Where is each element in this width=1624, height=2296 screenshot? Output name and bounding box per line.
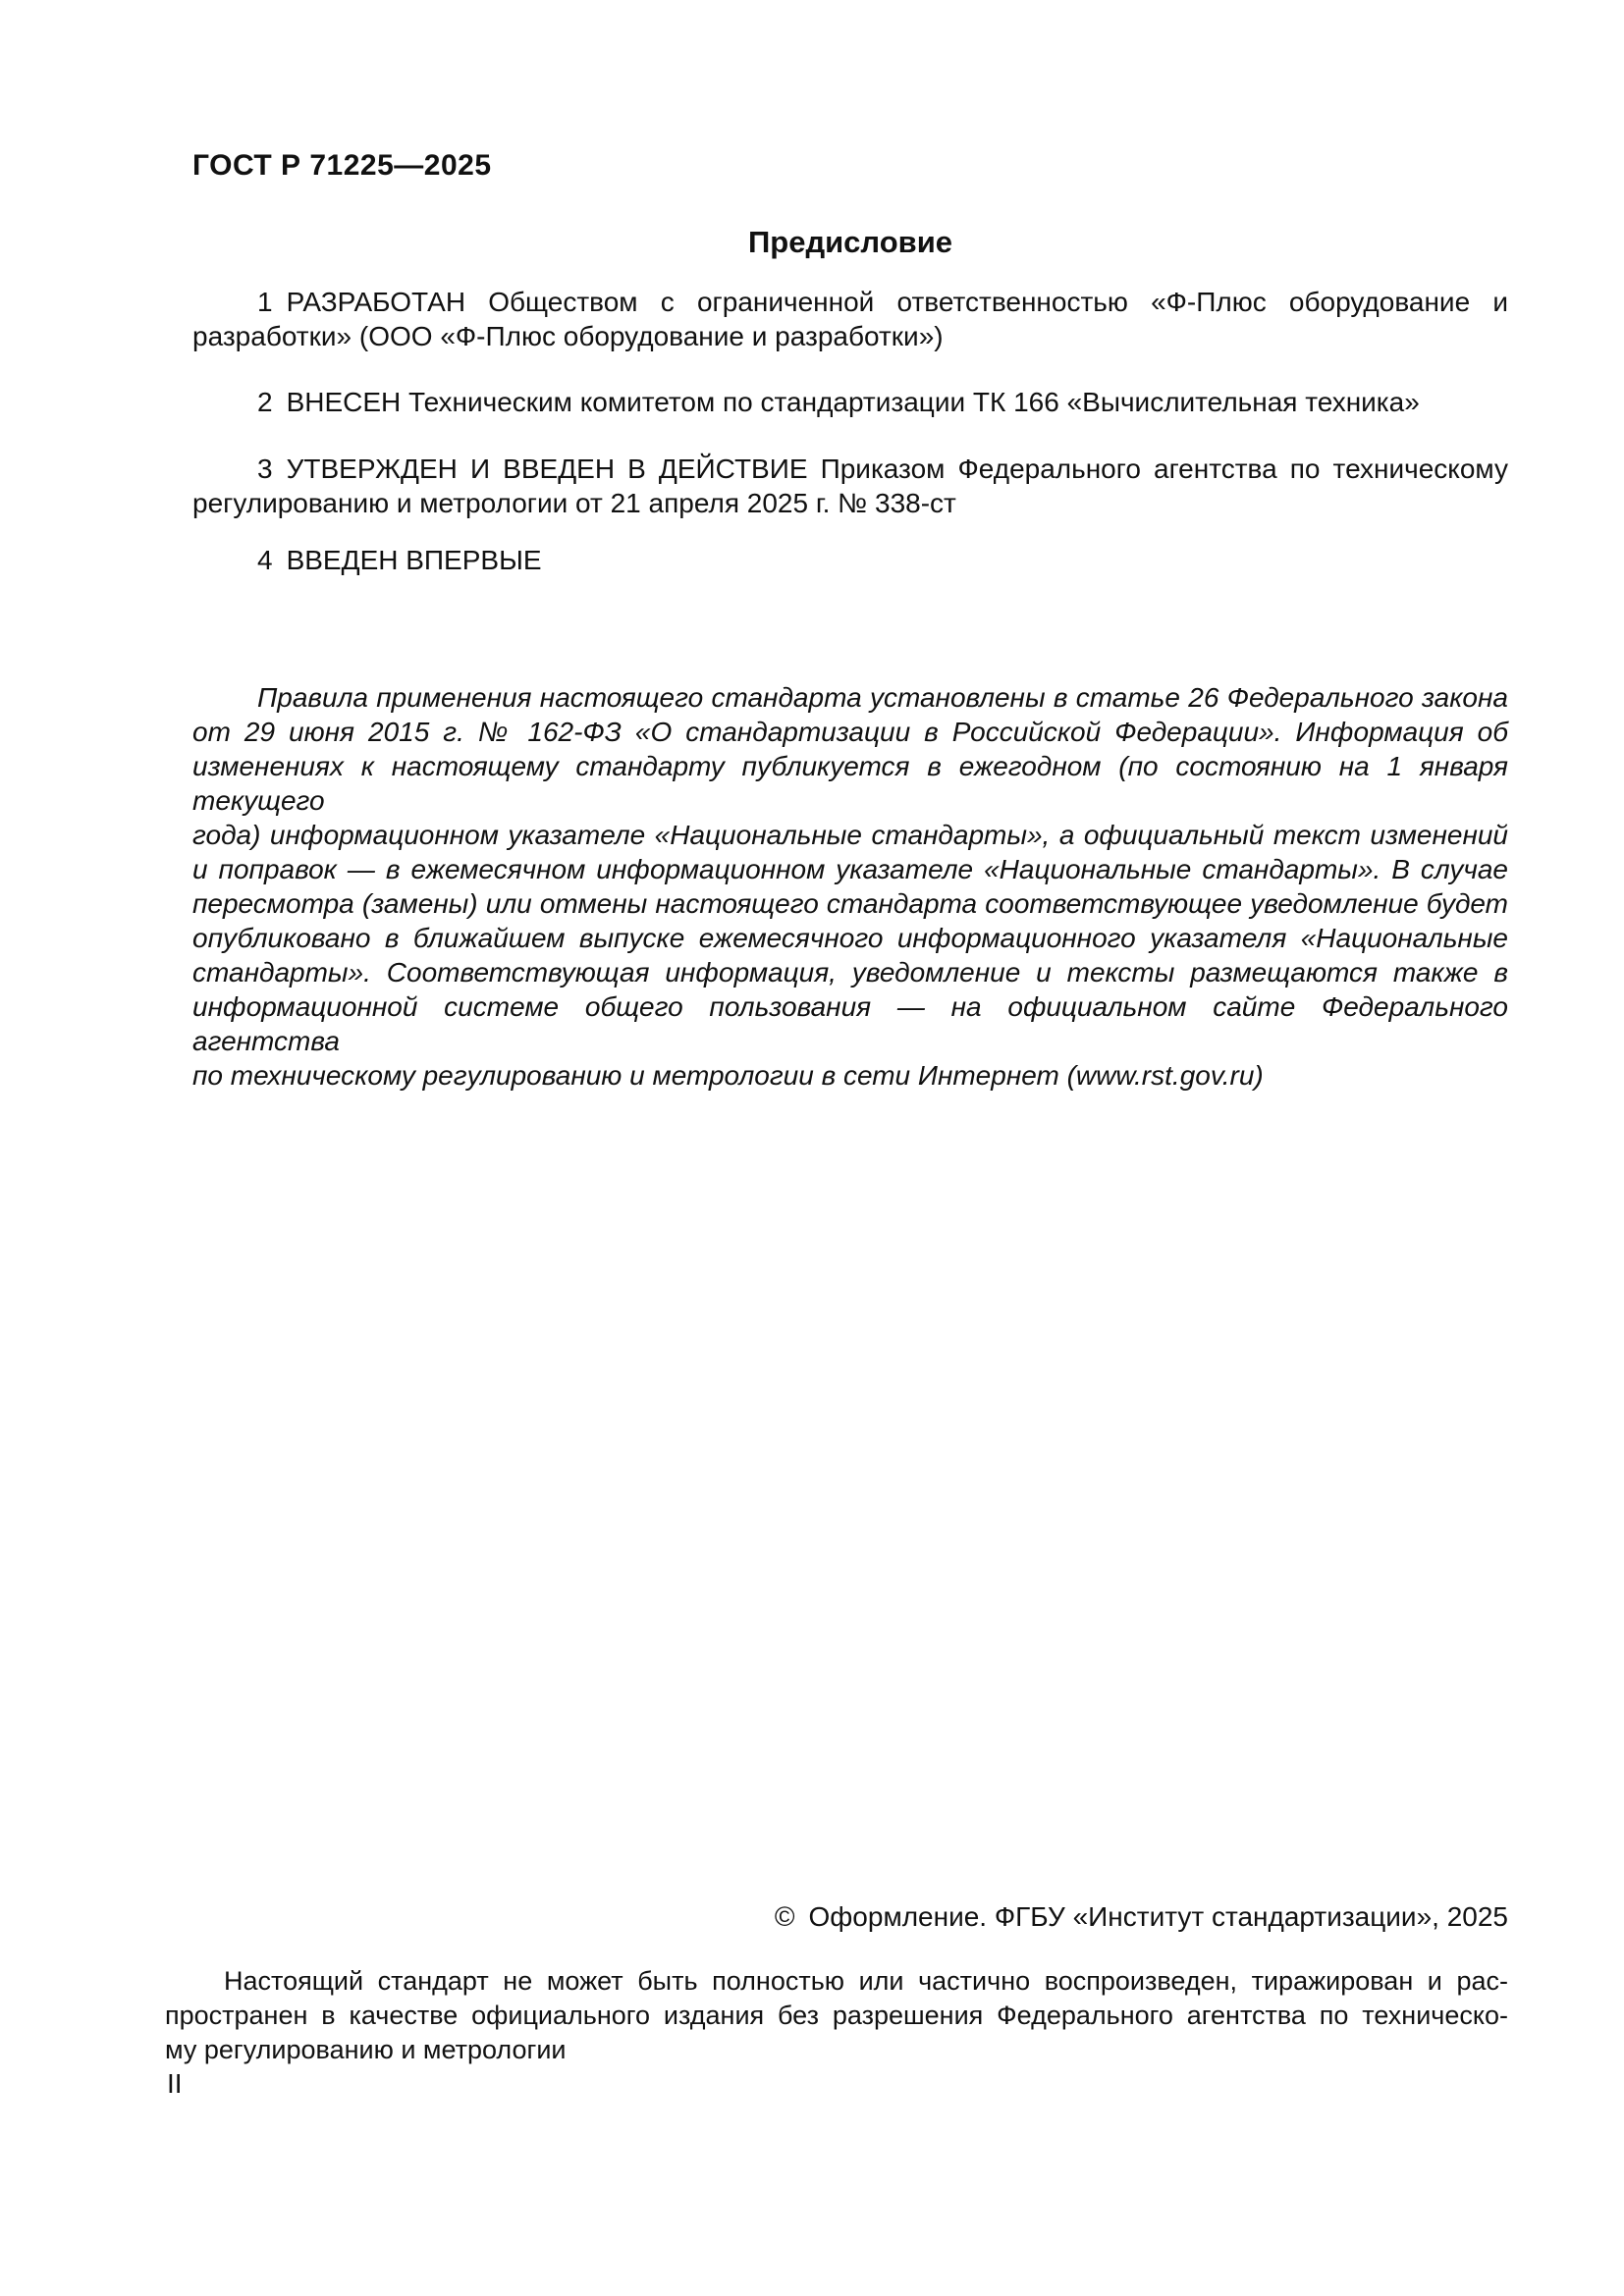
text-line: 1 РАЗРАБОТАН Обществом с ограниченной ответственностью «Ф-Плюс оборудование и	[257, 287, 1508, 317]
text-line: по техническому регулированию и метрологии в сети Интернет (www.rst.gov.ru)	[192, 1060, 1264, 1091]
text-line: от 29 июня 2015 г. № 162-ФЗ «О стандартизации в Российской Федерации». Информация об	[192, 717, 1508, 747]
doc-code: ГОСТ Р 71225—2025	[192, 149, 492, 182]
text-line: информационной системе общего пользования — на официальном сайте Федерального агентства	[192, 991, 1508, 1056]
clause-developed	[192, 285, 1508, 353]
text-line: 2 ВНЕСЕН Техническим комитетом по стандартизации ТК 166 «Вычислительная техника»	[257, 387, 1420, 417]
text-line: и поправок — в ежемесячном информационном указателе «Национальные стандарты». В случае	[192, 854, 1508, 884]
text-line: пересмотра (замены) или отмены настоящего стандарта соответствующее уведомление будет	[192, 888, 1508, 919]
text-line: 3 УТВЕРЖДЕН И ВВЕДЕН В ДЕЙСТВИЕ Приказом Федерального агентства по техническому	[257, 454, 1508, 484]
text-line: Правила применения настоящего стандарта установлены в статье 26 Федерального закона	[257, 682, 1508, 713]
text-line: года) информационном указателе «Национальные стандарты», а официальный текст изменений	[192, 820, 1508, 850]
text-line: опубликовано в ближайшем выпуске ежемесячного информационного указателя «Национальные	[192, 923, 1508, 953]
clause-approved	[192, 452, 1508, 520]
text-line: му регулированию и метрологии	[165, 2035, 567, 2064]
reproduction-notice	[165, 1964, 1508, 2067]
text-line: стандарты». Соответствующая информация, уведомление и тексты размещаются также в	[192, 957, 1508, 988]
text-line: регулированию и метрологии от 21 апреля 2025 г. № 338-ст	[192, 488, 956, 518]
text-line: Настоящий стандарт не может быть полностью или частично воспроизведен, тиражирован и рас-	[224, 1966, 1508, 1996]
clause-submitted	[192, 385, 1508, 419]
text-line: пространен в качестве официального издания без разрешения Федерального агентства по техническо-	[165, 2001, 1508, 2030]
foreword-title: Предисловие	[747, 225, 952, 259]
page-number: II	[167, 2068, 183, 2099]
copyright-line: © Оформление. ФГБУ «Институт стандартизации», 2025	[774, 1901, 1508, 1932]
legal-application-notice	[192, 680, 1508, 1093]
text-line: 4 ВВЕДЕН ВПЕРВЫЕ	[257, 545, 542, 575]
text-line: разработки» (ООО «Ф-Плюс оборудование и разработки»)	[192, 321, 944, 351]
text-line: изменениях к настоящему стандарту публикуется в ежегодном (по состоянию на 1 января текущего	[192, 751, 1508, 816]
clause-introduced	[192, 543, 1508, 577]
